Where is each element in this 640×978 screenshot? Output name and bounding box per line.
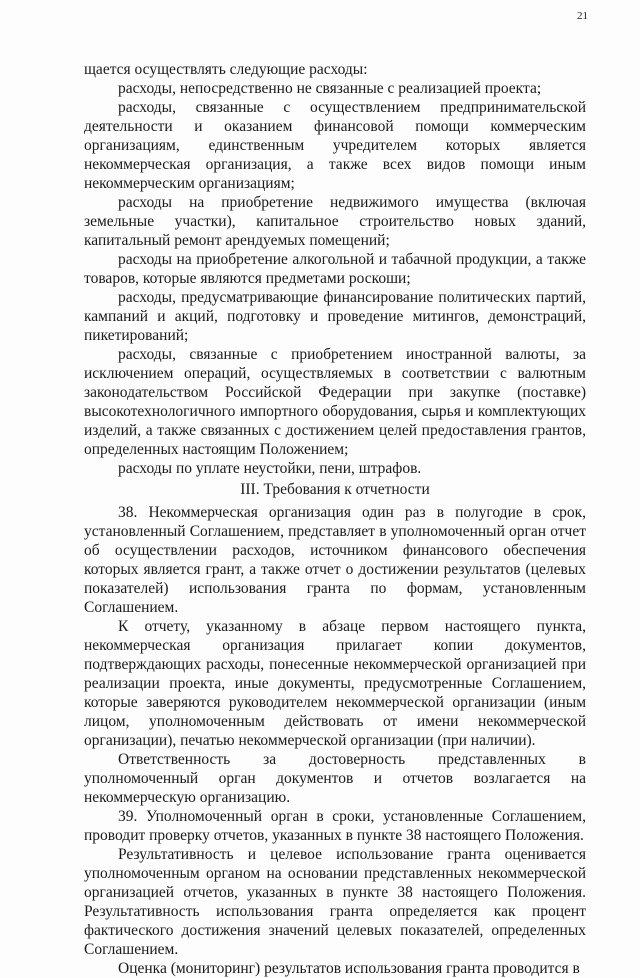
paragraph: 39. Уполномоченный орган в сроки, установленные Соглашением, проводит проверку отчетов, указанных в пункте 38 настоящего Положения. bbox=[84, 808, 586, 844]
paragraph: Оценка (мониторинг) результатов использования гранта проводится в bbox=[118, 960, 580, 977]
section-heading: III. Требования к отчетности bbox=[240, 481, 430, 498]
paragraph: Ответственность за достоверность представленных в уполномоченный орган документов и отчетов возлагается на некоммерческую организацию. bbox=[84, 751, 586, 806]
paragraph: 38. Некоммерческая организация один раз в полугодие в срок, установленный Соглашением, представляет в уполномоченный орган отчет об осуществлении расходов, источником финансового обеспечения которых является грант, а также отчет о достижении результатов (целевых показателей) использования гранта по формам, установленным Соглашением. bbox=[84, 504, 586, 616]
paragraph: расходы по уплате неустойки, пени, штрафов. bbox=[118, 460, 422, 477]
paragraph: расходы, связанные с осуществлением предпринимательской деятельности и оказанием финансовой помощи коммерческим организациям, единственным учредителем которых является некоммерческая организация, а также всех видов помощи иным некоммерческим организациям; bbox=[84, 99, 586, 192]
paragraph: расходы на приобретение алкогольной и табачной продукции, а также товаров, которые являются предметами роскоши; bbox=[84, 251, 586, 287]
paragraph: К отчету, указанному в абзаце первом настоящего пункта, некоммерческая организация прилагает копии документов, подтверждающих расходы, понесенные некоммерческой организацией при реализации проекта, иные документы, предусмотренные Соглашением, которые заверяются руководителем некоммерческой организации (иным лицом, уполномоченным действовать от имени некоммерческой организации), печатью некоммерческой организации (при наличии). bbox=[84, 618, 586, 749]
paragraph: расходы, предусматривающие финансирование политических партий, кампаний и акций, подготовку и проведение митингов, демонстраций, пикетирований; bbox=[84, 289, 586, 344]
paragraph: расходы на приобретение недвижимого имущества (включая земельные участки), капитальное строительство новых зданий, капитальный ремонт арендуемых помещений; bbox=[84, 194, 586, 249]
paragraph: Результативность и целевое использование гранта оценивается уполномоченным органом на основании представленных некоммерческой организацией отчетов, указанных в пункте 38 настоящего Положения. Результативность использования гранта определяется как процент фактического достижения значений целевых показателей, определенных Соглашением. bbox=[84, 846, 586, 958]
paragraph: расходы, связанные с приобретением иностранной валюты, за исключением операций, осуществляемых в соответствии с валютным законодательством Российской Федерации при закупке (поставке) высокотехнологичного импортного оборудования, сырья и комплектующих изделий, а также связанных с достижением целей предоставления грантов, определенных настоящим Положением; bbox=[84, 346, 586, 458]
document-body bbox=[84, 60, 586, 978]
paragraph: щается осуществлять следующие расходы: bbox=[84, 61, 368, 78]
page-number: 21 bbox=[577, 10, 588, 22]
paragraph: расходы, непосредственно не связанные с реализацией проекта; bbox=[118, 80, 542, 97]
